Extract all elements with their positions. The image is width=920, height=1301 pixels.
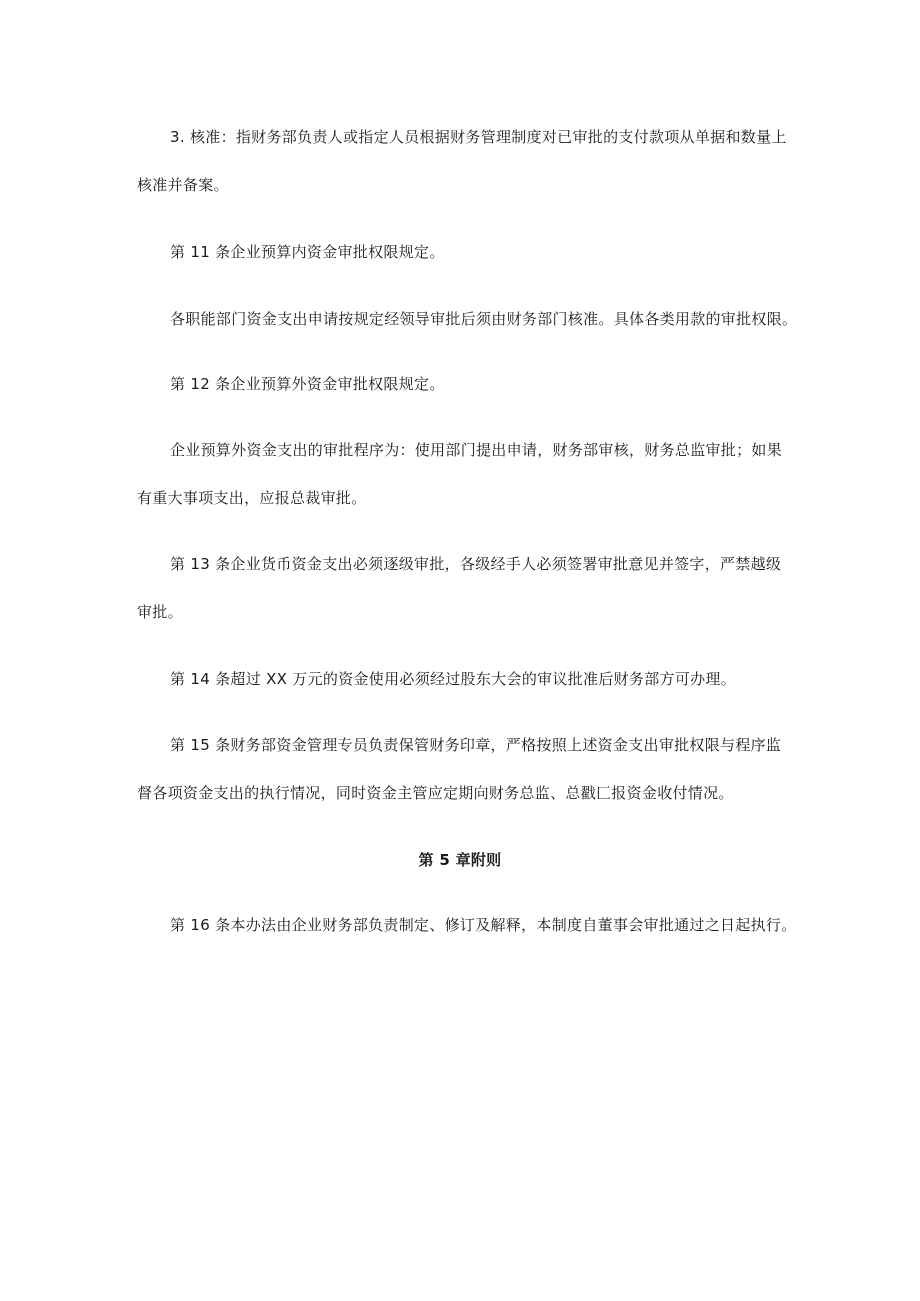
paragraph-line: 各职能部门资金支出申请按规定经领导审批后须由财务部门核准。具体各类用款的审批权限。 [170,310,798,328]
paragraph-line: 审批。 [137,603,183,621]
article-15: 第 15 条财务部资金管理专员负责保管财务印章，严格按照上述资金支出审批权限与程序监 [170,736,782,754]
paragraph-line: 核准并备案。 [137,176,229,194]
article-16: 第 16 条本办法由企业财务部负责制定、修订及解释，本制度自董事会审批通过之日起执行。 [170,916,797,934]
chapter-heading: 第 5 章附则 [418,851,502,869]
article-13: 第 13 条企业货币资金支出必须逐级审批，各级经手人必须签署审批意见并签字，严禁越级 [170,555,782,573]
article-14: 第 14 条超过 XX 万元的资金使用必须经过股东大会的审议批准后财务部方可办理。 [170,670,737,688]
paragraph-line: 督各项资金支出的执行情况，同时资金主管应定期向财务总监、总戳匚报资金收付情况。 [137,784,734,802]
article-12-title: 第 12 条企业预算外资金审批权限规定。 [170,375,445,393]
paragraph-line: 有重大事项支出，应报总裁审批。 [137,489,367,507]
paragraph-line: 3. 核准：指财务部负责人或指定人员根据财务管理制度对已审批的支付款项从单据和数量上 [170,128,787,146]
article-11-title: 第 11 条企业预算内资金审批权限规定。 [170,243,445,261]
paragraph-line: 企业预算外资金支出的审批程序为：使用部门提出申请，财务部审核，财务总监审批；如果 [170,441,783,459]
